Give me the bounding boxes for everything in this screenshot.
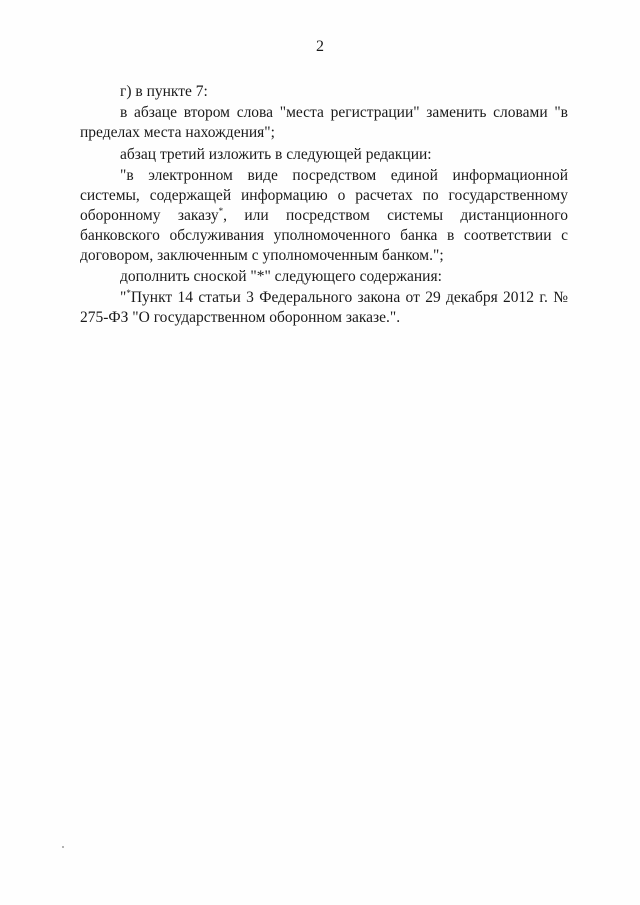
paragraph-third-abzac: абзац третий изложить в следующей редакции: (120, 145, 432, 163)
new-wording-text-end: , или посредством системы дистанционного банковского обслуживания уполномоченного банка в соответствии с договором, заключенным с уполномоченным банком."; (80, 206, 568, 264)
paragraph-new-wording (80, 166, 568, 266)
paragraph-footnote-content (80, 288, 568, 328)
footnote-mark: * (218, 205, 224, 216)
footnote-content-text: Пункт 14 статьи 3 Федерального закона от 29 декабря 2012 г. № 275-ФЗ "О государственном оборонном заказе.". (80, 289, 568, 327)
document-body (80, 82, 568, 328)
page-number: 2 (316, 38, 324, 55)
footnote-open-quote: " (120, 289, 127, 307)
paragraph-add-footnote: дополнить сноской "*" следующего содержания: (120, 268, 442, 286)
new-wording-text-start: "в электронном виде посредством единой информационной системы, содержащей информацию о расчетах по государственному оборонному заказу (80, 166, 568, 224)
paragraph-item-g: г) в пункте 7: (120, 83, 208, 100)
scan-artifact (62, 846, 64, 848)
paragraph-replace-words: в абзаце втором слова "места регистрации" заменить словами "в пределах места нахождения"; (80, 104, 568, 142)
footnote-content-mark: * (126, 288, 131, 299)
